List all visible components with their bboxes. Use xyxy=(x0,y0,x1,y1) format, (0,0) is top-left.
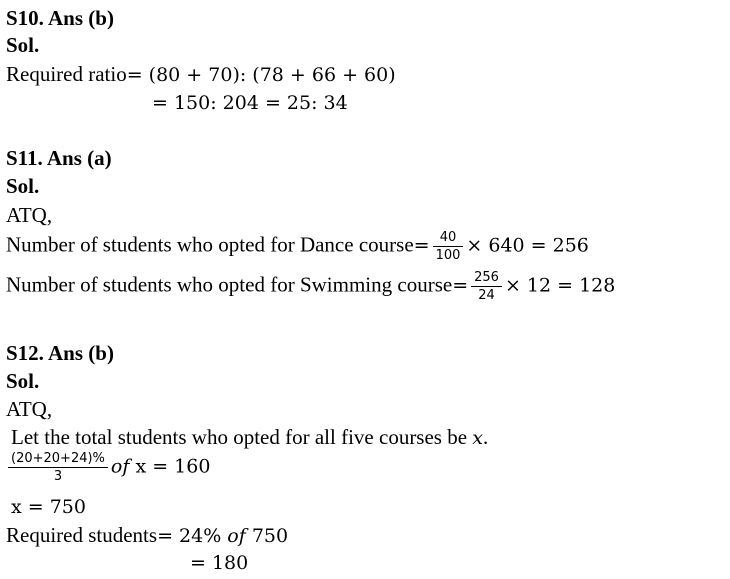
s11-dance-line xyxy=(6,229,589,264)
s11-swim-eq: = xyxy=(452,274,469,297)
s11-dance-eq: = xyxy=(413,234,430,257)
s12-final-answer: = 180 xyxy=(190,552,249,574)
s10-ratio-line xyxy=(6,61,396,88)
s12-required-of: of xyxy=(227,525,246,547)
s12-required-line xyxy=(6,522,288,549)
s12-let-text: Let the total students who opted for all five courses be xyxy=(11,425,473,449)
s10-ratio-result: = 150: 204 = 25: 34 xyxy=(152,92,348,114)
s11-dance-denominator: 100 xyxy=(435,248,461,263)
s12-denominator: 3 xyxy=(53,469,63,484)
s11-dance-numerator: 40 xyxy=(433,229,464,247)
s11-dance-result: × 640 = 256 xyxy=(466,234,589,257)
s12-required-expr: = 24% xyxy=(157,525,228,547)
s11-swim-denominator: 24 xyxy=(478,288,495,303)
s11-swim-label: Number of students who opted for Swimming course xyxy=(6,272,453,297)
s11-atq: ATQ, xyxy=(6,203,53,227)
s11-dance-fraction xyxy=(433,229,464,264)
s12-of: of xyxy=(110,455,130,478)
s10-ratio-expr: = (80 + 70): (78 + 66 + 60) xyxy=(126,64,396,86)
s10-heading: S10. Ans (b) xyxy=(6,6,114,30)
s10-ratio-label: Required ratio xyxy=(6,62,127,86)
s12-x-value: x = 750 xyxy=(11,496,86,518)
s12-let-var: x xyxy=(472,427,484,449)
s12-fraction xyxy=(8,450,108,485)
s12-equation-result: x = 160 xyxy=(129,455,211,478)
s11-swim-result: × 12 = 128 xyxy=(504,274,616,297)
s11-dance-label: Number of students who opted for Dance course xyxy=(6,232,414,257)
s12-let-end: . xyxy=(483,425,489,449)
s12-equation-line xyxy=(8,450,210,485)
s11-sol: Sol. xyxy=(6,174,40,198)
s12-let-line xyxy=(11,424,488,451)
s11-swim-line xyxy=(6,269,615,304)
s12-required-value: 750 xyxy=(245,525,289,547)
s12-numerator: (20+20+24)% xyxy=(8,450,108,468)
s12-heading: S12. Ans (b) xyxy=(6,341,114,365)
s11-swim-fraction xyxy=(471,269,502,304)
s10-sol: Sol. xyxy=(6,33,40,57)
s12-atq: ATQ, xyxy=(6,397,53,421)
s11-swim-numerator: 256 xyxy=(471,269,502,287)
s11-heading: S11. Ans (a) xyxy=(6,146,112,170)
s12-sol: Sol. xyxy=(6,369,40,393)
s12-required-label: Required students xyxy=(6,523,158,547)
